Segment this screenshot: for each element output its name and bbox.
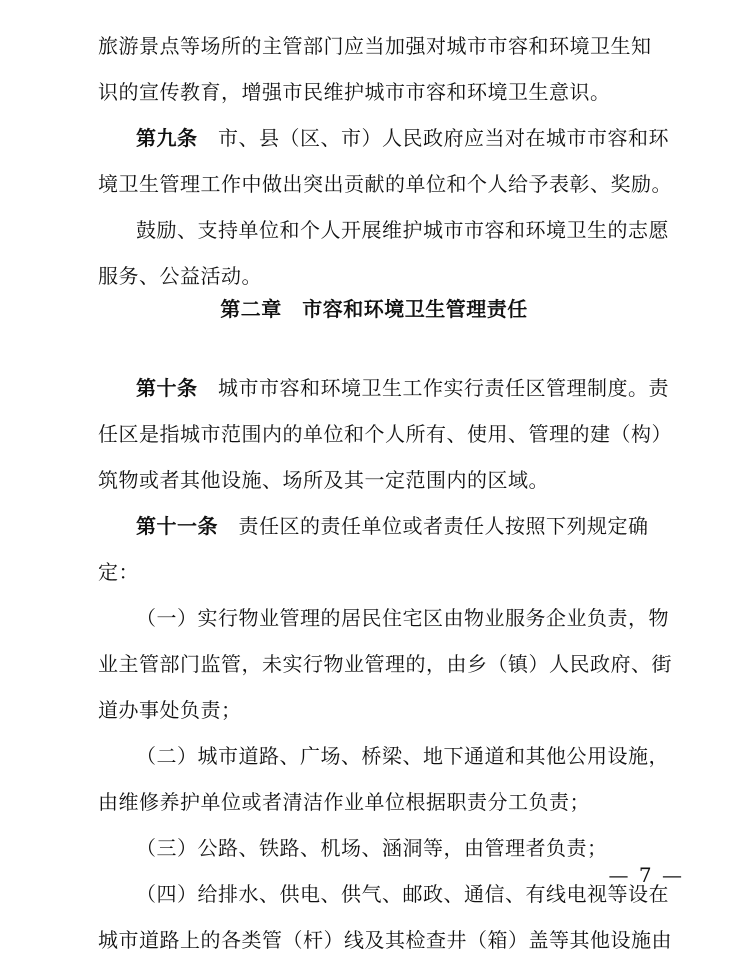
article-label: 第九条	[136, 126, 198, 150]
paragraph-line: 旅游景点等场所的主管部门应当加强对城市市容和环境卫生知	[98, 34, 652, 58]
list-item-line: （二）城市道路、广场、桥梁、地下通道和其他公用设施，	[136, 744, 669, 768]
paragraph-line: 服务、公益活动。	[98, 264, 262, 288]
article-10-line	[136, 375, 669, 401]
list-item-line: （三）公路、铁路、机场、涵洞等，由管理者负责；	[136, 836, 608, 860]
paragraph-line: 鼓励、支持单位和个人开展维护城市市容和环境卫生的志愿	[136, 218, 669, 242]
paragraph-line: 境卫生管理工作中做出突出贡献的单位和个人给予表彰、奖励。	[98, 172, 672, 196]
paragraph-line: 筑物或者其他设施、场所及其一定范围内的区域。	[98, 468, 549, 492]
article-label: 第十一条	[136, 514, 218, 538]
list-item-line: （四）给排水、供电、供气、邮政、通信、有线电视等设在	[136, 882, 669, 906]
list-item-line: 由维修养护单位或者清洁作业单位根据职责分工负责；	[98, 790, 590, 814]
page-number: — 7 —	[608, 863, 684, 887]
list-item-line: 业主管部门监管，未实行物业管理的，由乡（镇）人民政府、街	[98, 652, 672, 676]
article-11-line	[136, 513, 649, 539]
paragraph-line: 任区是指城市范围内的单位和个人所有、使用、管理的建（构）	[98, 422, 672, 446]
paragraph-line: 识的宣传教育，增强市民维护城市市容和环境卫生意识。	[98, 80, 611, 104]
article-text: 责任区的责任单位或者责任人按照下列规定确	[238, 514, 649, 538]
article-text: 市、县（区、市）人民政府应当对在城市市容和环	[218, 126, 669, 150]
article-label: 第十条	[136, 376, 198, 400]
list-item-line: （一）实行物业管理的居民住宅区由物业服务企业负责，物	[136, 606, 669, 630]
list-item-line: 道办事处负责；	[98, 698, 242, 722]
article-text: 城市市容和环境卫生工作实行责任区管理制度。责	[218, 376, 669, 400]
chapter-heading: 第二章 市容和环境卫生管理责任	[220, 297, 528, 321]
article-9-line	[136, 125, 669, 151]
list-item-line: 城市道路上的各类管（杆）线及其检查井（箱）盖等其他设施由	[98, 928, 672, 952]
paragraph-line: 定：	[98, 560, 139, 584]
